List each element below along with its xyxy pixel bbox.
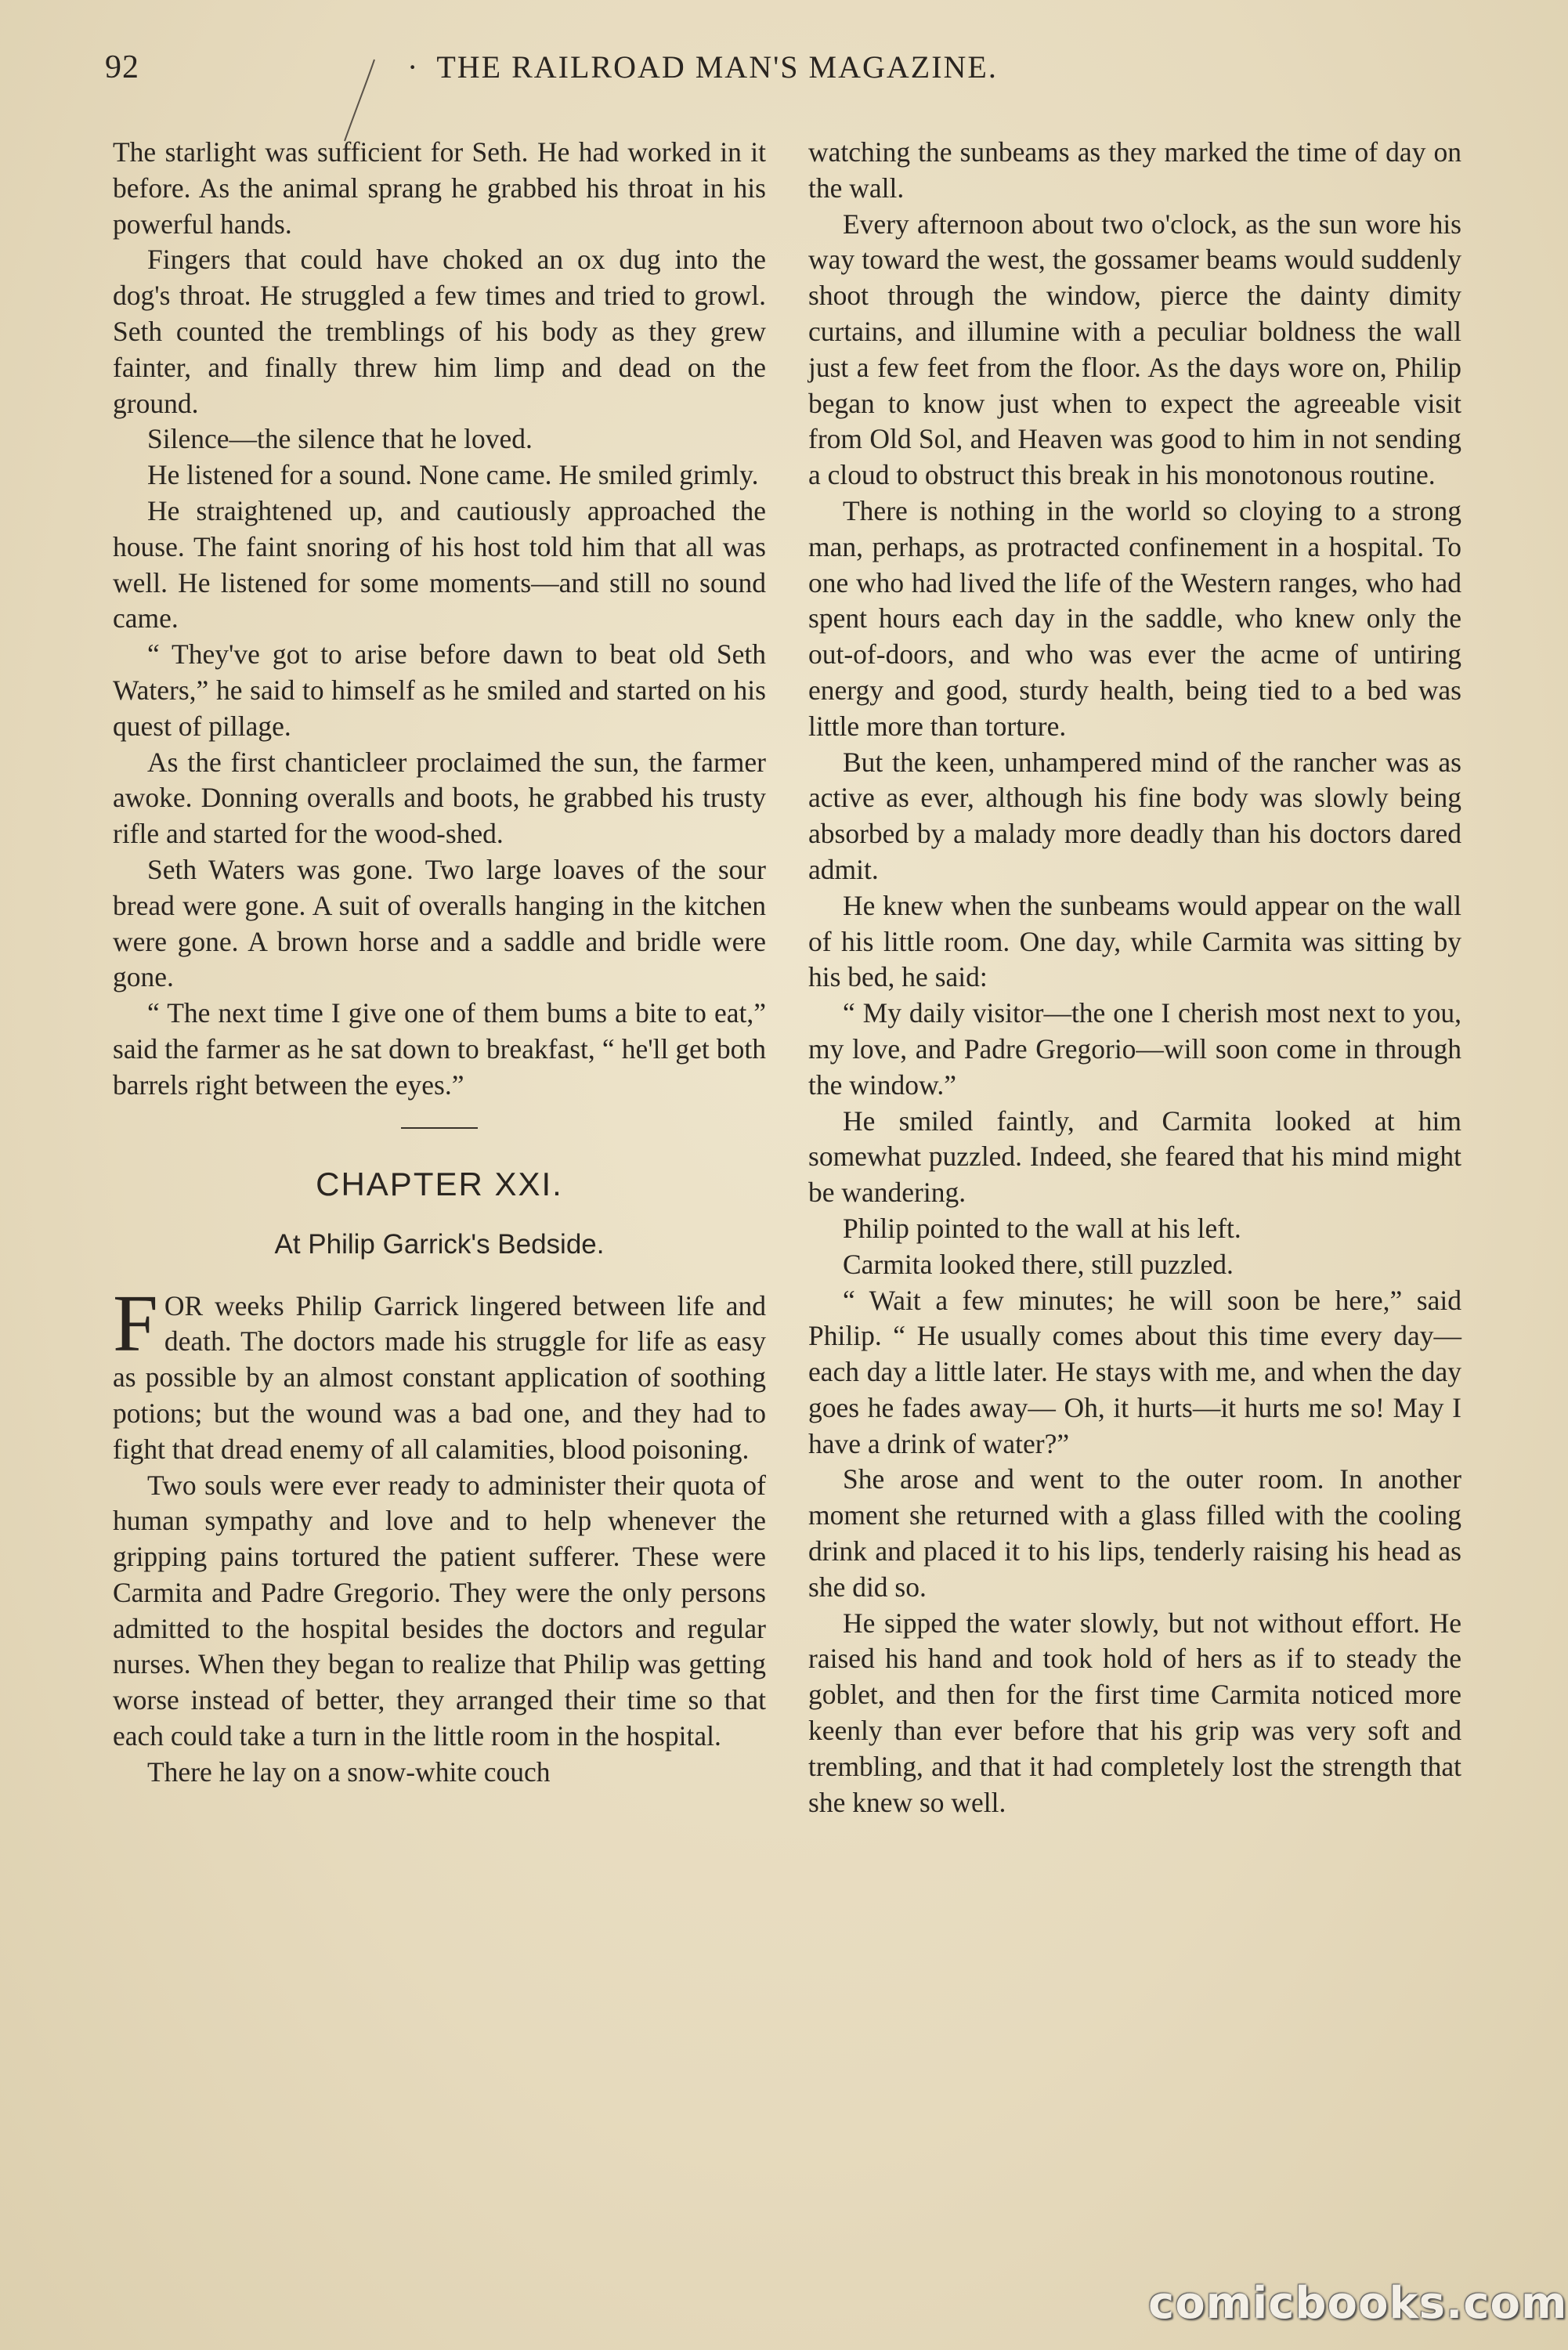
drop-cap: F [113, 1278, 158, 1368]
paragraph: He listened for a sound. None came. He smiled grimly. [147, 459, 759, 491]
page-number: 92 [105, 49, 139, 85]
paragraph: She arose and went to the outer room. In another moment she returned with a glass filled with the cooling drink and placed it to his lips, tenderly raising his head as she did so. [808, 1463, 1461, 1603]
chapter-subtitle: At Philip Garrick's Bedside. [274, 1228, 605, 1260]
running-title [407, 49, 998, 85]
right-column [808, 135, 1461, 1820]
paragraph: He straightened up, and cautiously approached the house. The faint snoring of his host told him that all was well. He listened for some moments—and still no sound came. [113, 494, 766, 634]
page-header [0, 49, 1568, 103]
paragraph: Carmita looked there, still puzzled. [843, 1248, 1234, 1280]
paragraph-continuation: watching the sunbeams as they marked the time of day on the wall. [808, 136, 1461, 204]
paragraph: But the keen, unhampered mind of the rancher was as active as ever, although his fine body was slowly being absorbed by a malady more deadly than his doctors dared admit. [808, 746, 1461, 885]
section-divider [401, 1127, 478, 1129]
watermark-logo: comicbooks.com [1148, 2278, 1568, 2329]
paragraph: “ The next time I give one of them bums a bite to eat,” said the farmer as he sat down to breakfast, “ he'll get both barrels right between the eyes.” [113, 997, 766, 1101]
opening-text: OR weeks Philip Garrick lingered between life and death. The doctors made his struggle for life as easy as possible by an almost constant application of soothing potions; but the wound was a bad one, and they had to fight that dread enemy of all calamities, blood poisoning. [113, 1289, 766, 1465]
paragraph: He sipped the water slowly, but not without effort. He raised his hand and took hold of hers as if to steady the goblet, and then for the first time Carmita noticed more keenly than ever before that his grip was very soft and trembling, and that it had completely lost the strength that she knew so well. [808, 1607, 1461, 1818]
left-column [113, 135, 766, 1791]
paragraph: He knew when the sunbeams would appear on the wall of his little room. One day, while Carmita was sitting by his bed, he said: [808, 889, 1461, 993]
paragraph: “ They've got to arise before dawn to beat old Seth Waters,” he said to himself as he smiled and started on his quest of pillage. [113, 638, 766, 742]
paragraph: Seth Waters was gone. Two large loaves of the sour bread were gone. A suit of overalls hanging in the kitchen were gone. A brown horse and a saddle and bridle were gone. [113, 853, 766, 993]
chapter-opening-paragraph [113, 1278, 766, 1468]
paragraph: Every afternoon about two o'clock, as the sun wore his way toward the west, the gossamer beams would suddenly shoot through the window, pierce the dainty dimity curtains, and illumine with a peculiar boldness the wall just a few feet from the floor. As the days wore on, Philip began to know just when to expect the agreeable visit from Old Sol, and Heaven was good to him in not sending a cloud to obstruct this break in his monotonous routine. [808, 208, 1461, 491]
paragraph: Silence—the silence that he loved. [147, 423, 533, 455]
title-dot: · [407, 49, 420, 85]
magazine-title: THE RAILROAD MAN'S MAGAZINE. [436, 49, 998, 85]
paragraph: “ Wait a few minutes; he will soon be here,” said Philip. “ He usually comes about this time every day—each day a little later. He stays with me, and when the day goes he fades away— Oh, it hurts—it hurts me so! May I have a drink of water?” [808, 1284, 1461, 1459]
chapter-heading: CHAPTER XXI. [316, 1165, 563, 1202]
paragraph: There is nothing in the world so cloying to a strong man, perhaps, as protracted confinement in a hospital. To one who had lived the life of the Western ranges, who had spent hours each day in the saddle, who knew only the out-of-doors, and who was ever the acme of untiring energy and good, sturdy health, being tied to a bed was little more than torture. [808, 494, 1461, 742]
paragraph: Fingers that could have choked an ox dug into the dog's throat. He struggled a few times and tried to growl. Seth counted the tremblings of his body as they grew fainter, and finally threw him limp and dead on the ground. [113, 244, 766, 419]
paragraph: “ My daily visitor—the one I cherish most next to you, my love, and Padre Gregorio—will soon come in through the window.” [808, 997, 1461, 1101]
paragraph: There he lay on a snow-white couch [147, 1755, 551, 1788]
paragraph: As the first chanticleer proclaimed the sun, the farmer awoke. Donning overalls and boots, he grabbed his trusty rifle and started for the wood-shed. [113, 746, 766, 850]
paragraph: Two souls were ever ready to administer their quota of human sympathy and love and to help whenever the gripping pains tortured the patient sufferer. These were Carmita and Padre Gregorio. They were the only persons admitted to the hospital besides the doctors and regular nurses. When they began to realize that Philip was getting worse instead of better, they arranged their time so that each could take a turn in the little room in the hospital. [113, 1469, 766, 1752]
paragraph: The starlight was sufficient for Seth. He had worked in it before. As the animal sprang he grabbed his throat in his powerful hands. [113, 136, 766, 240]
paragraph: He smiled faintly, and Carmita looked at him somewhat puzzled. Indeed, she feared that his mind might be wandering. [808, 1104, 1461, 1209]
paragraph: Philip pointed to the wall at his left. [843, 1212, 1241, 1244]
